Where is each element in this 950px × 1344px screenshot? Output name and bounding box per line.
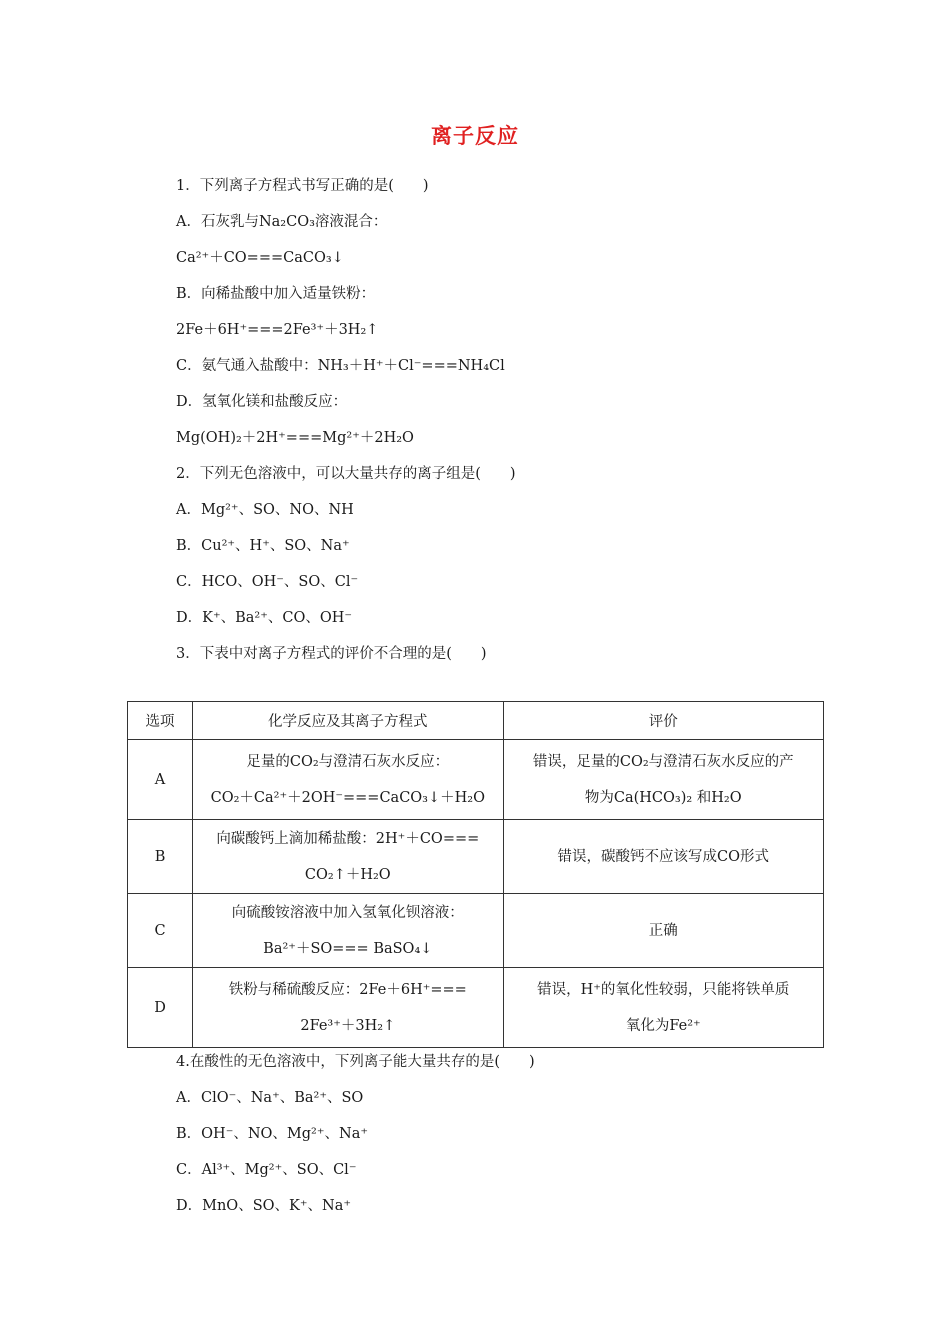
question-1-option-a: A．石灰乳与Na₂CO₃溶液混合： bbox=[176, 214, 388, 230]
question-3-stem: 3．下表中对离子方程式的评价不合理的是( ) bbox=[176, 646, 487, 662]
question-2-option-d: D．K⁺、Ba²⁺、CO、OH⁻ bbox=[176, 610, 353, 626]
option-label: A bbox=[128, 740, 193, 820]
question-4-stem: 4.在酸性的无色溶液中，下列离子能大量共存的是( ) bbox=[176, 1054, 535, 1070]
reaction-cell bbox=[193, 968, 503, 1048]
evaluation-line: 正确 bbox=[648, 922, 678, 939]
reaction-line: 向碳酸钙上滴加稀盐酸：2H⁺＋CO=== bbox=[216, 830, 480, 847]
option-label: C bbox=[128, 894, 193, 968]
question-1-option-b: B．向稀盐酸中加入适量铁粉： bbox=[176, 286, 376, 302]
question-2-stem: 2．下列无色溶液中，可以大量共存的离子组是( ) bbox=[176, 466, 516, 482]
table-header-option: 选项 bbox=[128, 702, 193, 740]
question-1-option-d-equation: Mg(OH)₂＋2H⁺===Mg²⁺＋2H₂O bbox=[176, 430, 414, 446]
reaction-line: 足量的CO₂与澄清石灰水反应： bbox=[246, 753, 450, 770]
evaluation-line: 错误，足量的CO₂与澄清石灰水反应的产 bbox=[532, 753, 794, 770]
evaluation-cell bbox=[503, 740, 823, 820]
evaluation-line: 氧化为Fe²⁺ bbox=[625, 1017, 701, 1034]
table-header-row bbox=[128, 702, 824, 740]
question-1-option-d: D．氢氧化镁和盐酸反应： bbox=[176, 394, 348, 410]
table-row bbox=[128, 820, 824, 894]
option-label: B bbox=[128, 820, 193, 894]
question-2-option-a: A．Mg²⁺、SO、NO、NH bbox=[176, 502, 354, 518]
reaction-cell bbox=[193, 820, 503, 894]
option-label: D bbox=[128, 968, 193, 1048]
table-row bbox=[128, 894, 824, 968]
reaction-line: 向硫酸铵溶液中加入氢氧化钡溶液： bbox=[231, 904, 464, 921]
reaction-line: CO₂＋Ca²⁺＋2OH⁻===CaCO₃↓＋H₂O bbox=[210, 789, 485, 806]
reaction-line: 铁粉与稀硫酸反应：2Fe＋6H⁺=== bbox=[228, 981, 467, 998]
evaluation-cell bbox=[503, 894, 823, 968]
evaluation-cell bbox=[503, 820, 823, 894]
question-4-option-b: B．OH⁻、NO、Mg²⁺、Na⁺ bbox=[176, 1126, 368, 1142]
evaluation-line: 错误，H⁺的氧化性较弱，只能将铁单质 bbox=[537, 981, 790, 998]
table-header-reaction: 化学反应及其离子方程式 bbox=[193, 702, 503, 740]
evaluation-line: 错误，碳酸钙不应该写成CO形式 bbox=[557, 848, 769, 865]
evaluation-cell bbox=[503, 968, 823, 1048]
question-1-option-b-equation: 2Fe＋6H⁺===2Fe³⁺＋3H₂↑ bbox=[176, 322, 379, 338]
table-row bbox=[128, 740, 824, 820]
reaction-cell bbox=[193, 894, 503, 968]
reaction-cell bbox=[193, 740, 503, 820]
evaluation-line: 物为Ca(HCO₃)₂ 和H₂O bbox=[584, 789, 742, 806]
question-2-option-b: B．Cu²⁺、H⁺、SO、Na⁺ bbox=[176, 538, 350, 554]
page-title: 离子反应 bbox=[431, 124, 519, 148]
question-4-option-d: D．MnO、SO、K⁺、Na⁺ bbox=[176, 1198, 351, 1214]
question-1-option-c: C．氨气通入盐酸中：NH₃＋H⁺＋Cl⁻===NH₄Cl bbox=[176, 358, 505, 374]
table-header-evaluation: 评价 bbox=[503, 702, 823, 740]
reaction-line: 2Fe³⁺＋3H₂↑ bbox=[300, 1017, 396, 1034]
question-2-option-c: C．HCO、OH⁻、SO、Cl⁻ bbox=[176, 574, 359, 590]
table-row bbox=[128, 968, 824, 1048]
question-1-stem: 1．下列离子方程式书写正确的是( ) bbox=[176, 178, 429, 194]
reaction-line: CO₂↑＋H₂O bbox=[304, 866, 391, 883]
question-4-option-c: C．Al³⁺、Mg²⁺、SO、Cl⁻ bbox=[176, 1162, 357, 1178]
question-4-option-a: A．ClO⁻、Na⁺、Ba²⁺、SO bbox=[176, 1090, 364, 1106]
reaction-line: Ba²⁺＋SO=== BaSO₄↓ bbox=[263, 940, 433, 957]
question-1-option-a-equation: Ca²⁺＋CO===CaCO₃↓ bbox=[176, 250, 344, 266]
evaluation-table bbox=[127, 701, 824, 1048]
